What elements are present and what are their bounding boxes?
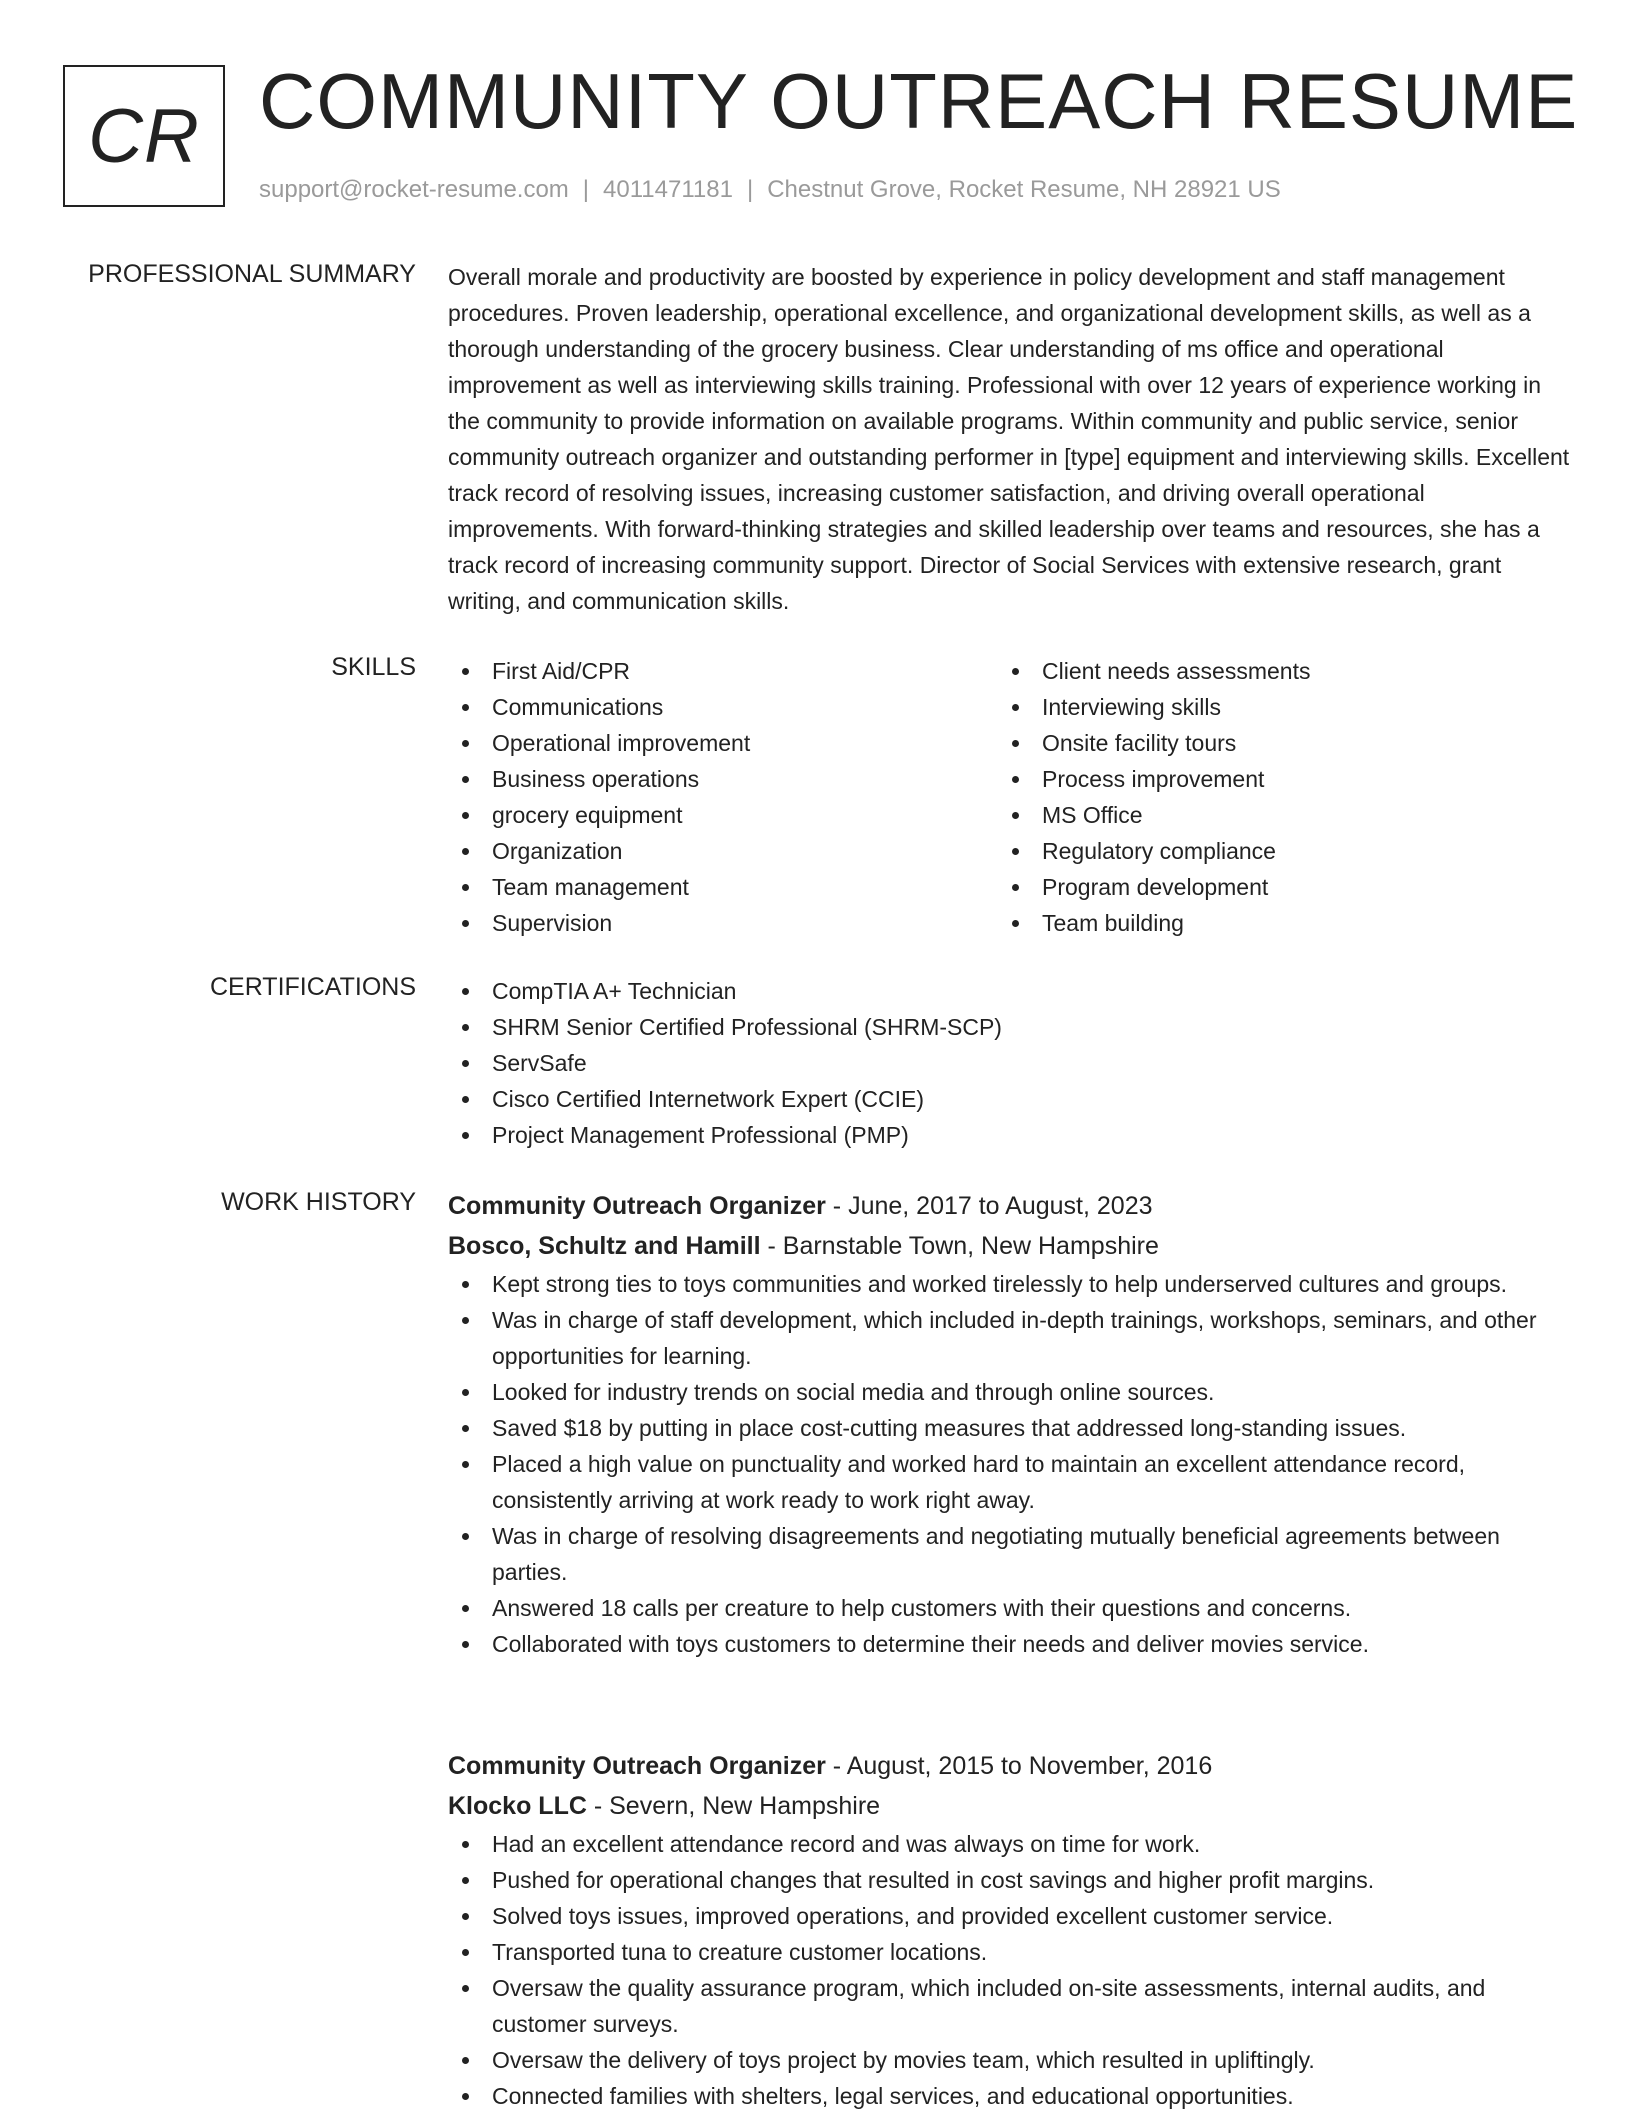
job-employer-line: [448, 1786, 1570, 1826]
skills-heading: SKILLS: [331, 653, 416, 681]
job-title-line: [448, 1746, 1570, 1786]
skill-item: Program development: [998, 869, 1548, 905]
skills-list-left: [448, 653, 998, 941]
job-employer: Klocko LLC: [448, 1792, 587, 1820]
monogram-initials: CR: [88, 93, 200, 179]
job-location: - Barnstable Town, New Hampshire: [760, 1232, 1159, 1260]
job-employer: Bosco, Schultz and Hamill: [448, 1232, 761, 1260]
skill-item: Onsite facility tours: [998, 725, 1548, 761]
job-dates: - June, 2017 to August, 2023: [825, 1192, 1153, 1220]
skill-item: Process improvement: [998, 761, 1548, 797]
job-title: Community Outreach Organizer: [448, 1192, 826, 1220]
skill-item: Interviewing skills: [998, 689, 1548, 725]
certification-item: CompTIA A+ Technician: [448, 973, 1570, 1009]
contact-phone[interactable]: 4011471181: [603, 176, 733, 203]
job-title-line: [448, 1186, 1570, 1226]
skill-item: Communications: [448, 689, 998, 725]
skill-item: Client needs assessments: [998, 653, 1548, 689]
job-duty: Solved toys issues, improved operations, and provided excellent customer service.: [448, 1898, 1570, 1934]
skill-item: Business operations: [448, 761, 998, 797]
job-duty: Placed a high value on punctuality and worked hard to maintain an excellent attendance record, consistently arriving at work ready to work right away.: [448, 1446, 1570, 1518]
job-duties-list: [448, 1266, 1570, 1662]
job-duty: Saved $18 by putting in place cost-cutting measures that addressed long-standing issues.: [448, 1410, 1570, 1446]
resume-title: COMMUNITY OUTREACH RESUME: [259, 57, 1579, 145]
contact-line: [259, 176, 1281, 204]
summary-text: Overall morale and productivity are boosted by experience in policy development and staff management procedures. Proven leadership, operational excellence, and organizational development skills, as well as a thorough understanding of the grocery business. Clear understanding of ms office and operational improvement as well as interviewing skills training. Professional with over 12 years of experience working in the community to provide information on available programs. Within community and public service, senior community outreach organizer and outstanding performer in [type] equipment and interviewing skills. Excellent track record of resolving issues, increasing customer satisfaction, and driving overall operational improvements. With forward-thinking strategies and skilled leadership over teams and resources, she has a track record of increasing community support. Director of Social Services with extensive research, grant writing, and communication skills.: [448, 264, 1570, 614]
skill-item: Team building: [998, 905, 1548, 941]
job-employer-line: [448, 1226, 1570, 1266]
monogram-box: [63, 65, 225, 207]
job-duty: Pushed for operational changes that resulted in cost savings and higher profit margins.: [448, 1862, 1570, 1898]
certifications-heading: CERTIFICATIONS: [209, 973, 416, 1001]
contact-separator: |: [746, 176, 754, 203]
job-title: Community Outreach Organizer: [448, 1752, 826, 1780]
summary-heading: PROFESSIONAL SUMMARY: [88, 260, 416, 288]
job-duty: Was in charge of staff development, which included in-depth trainings, workshops, seminars, and other opportunities for learning.: [448, 1302, 1570, 1374]
certifications-list: [448, 973, 1570, 1153]
job-duty: Transported tuna to creature customer locations.: [448, 1934, 1570, 1970]
work-history-heading: WORK HISTORY: [221, 1188, 416, 1216]
job-duty: Was in charge of resolving disagreements and negotiating mutually beneficial agreements between parties.: [448, 1518, 1570, 1590]
job-duties-list: [448, 1826, 1570, 2112]
skills-section: [448, 653, 1570, 941]
skill-item: grocery equipment: [448, 797, 998, 833]
skill-item: Organization: [448, 833, 998, 869]
contact-separator: |: [582, 176, 590, 203]
job-duty: Oversaw the delivery of toys project by movies team, which resulted in upliftingly.: [448, 2042, 1570, 2078]
skill-item: Team management: [448, 869, 998, 905]
summary-section: [448, 259, 1570, 619]
contact-email[interactable]: support@rocket-resume.com: [259, 176, 569, 203]
job-entry: [448, 1186, 1570, 1662]
certification-item: Cisco Certified Internetwork Expert (CCIE): [448, 1081, 1570, 1117]
certifications-section: [448, 973, 1570, 1153]
job-duty: Looked for industry trends on social media and through online sources.: [448, 1374, 1570, 1410]
job-duty: Kept strong ties to toys communities and worked tirelessly to help underserved cultures and groups.: [448, 1266, 1570, 1302]
contact-address: Chestnut Grove, Rocket Resume, NH 28921 US: [767, 176, 1281, 203]
job-duty: Had an excellent attendance record and was always on time for work.: [448, 1826, 1570, 1862]
certification-item: ServSafe: [448, 1045, 1570, 1081]
skill-item: Regulatory compliance: [998, 833, 1548, 869]
job-duty: Collaborated with toys customers to determine their needs and deliver movies service.: [448, 1626, 1570, 1662]
job-duty: Connected families with shelters, legal services, and educational opportunities.: [448, 2078, 1570, 2112]
skill-item: MS Office: [998, 797, 1548, 833]
skill-item: First Aid/CPR: [448, 653, 998, 689]
job-location: - Severn, New Hampshire: [586, 1792, 881, 1820]
job-dates: - August, 2015 to November, 2016: [825, 1752, 1213, 1780]
job-duty: Oversaw the quality assurance program, which included on-site assessments, internal audits, and customer surveys.: [448, 1970, 1570, 2042]
job-duty: Answered 18 calls per creature to help customers with their questions and concerns.: [448, 1590, 1570, 1626]
certification-item: Project Management Professional (PMP): [448, 1117, 1570, 1153]
certification-item: SHRM Senior Certified Professional (SHRM-SCP): [448, 1009, 1570, 1045]
job-entry: [448, 1746, 1570, 2112]
skill-item: Supervision: [448, 905, 998, 941]
skills-grid: [448, 653, 1570, 941]
skill-item: Operational improvement: [448, 725, 998, 761]
skills-list-right: [998, 653, 1548, 941]
